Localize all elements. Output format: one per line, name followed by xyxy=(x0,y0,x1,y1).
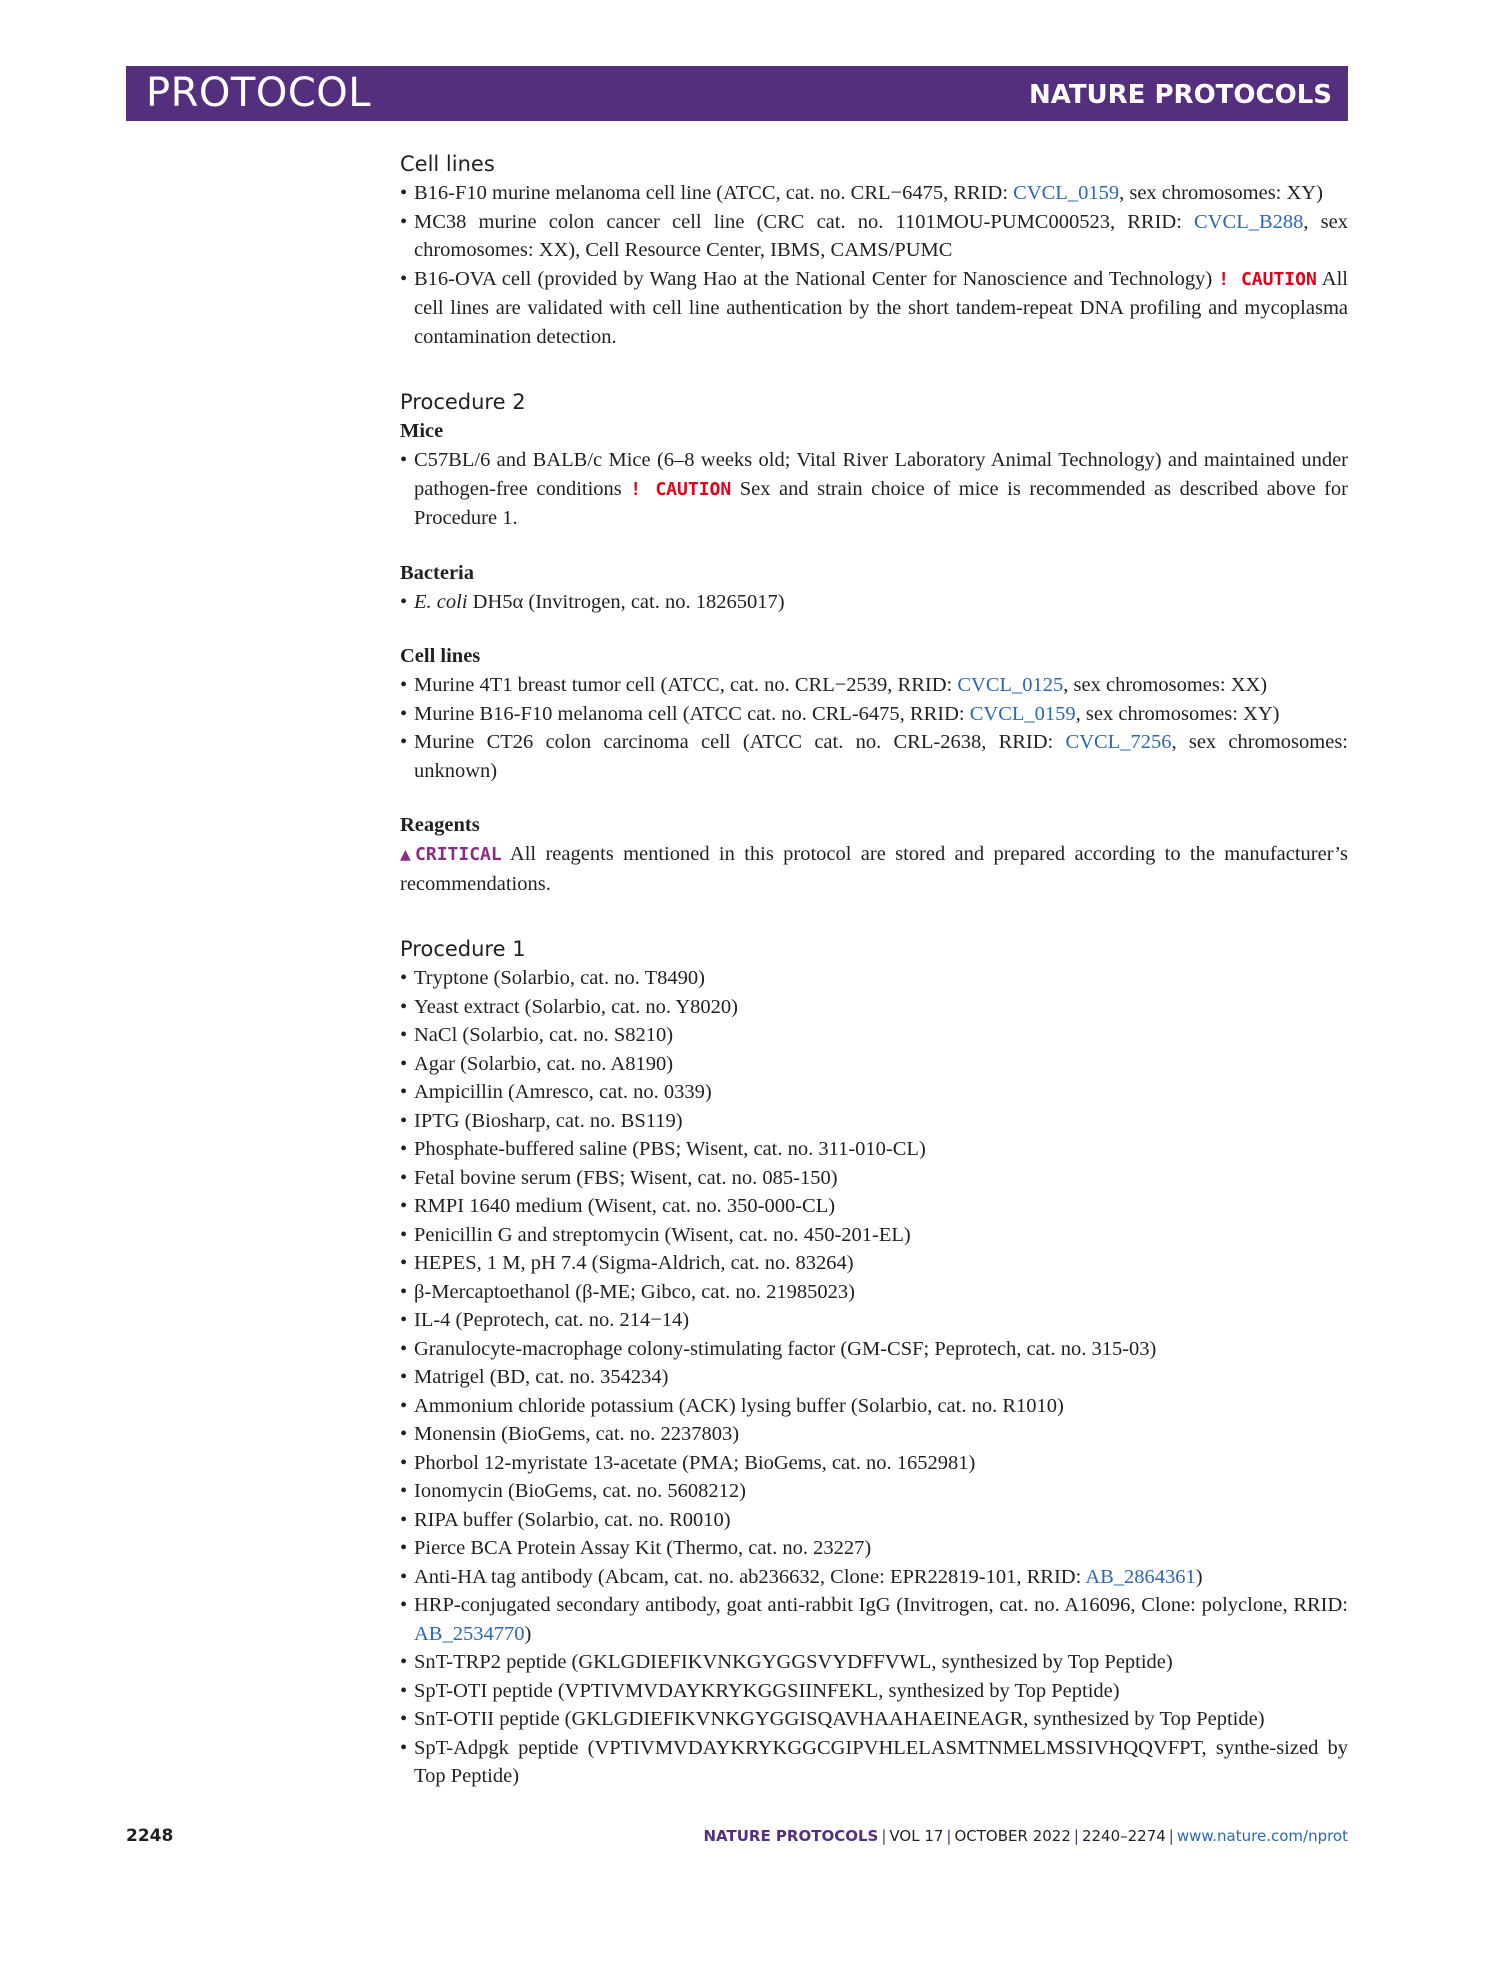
reagent-list xyxy=(400,964,1348,1791)
list-item: • HEPES, 1 M, pH 7.4 (Sigma-Aldrich, cat. no. 83264) xyxy=(400,1249,1348,1278)
list-item: • Monensin (BioGems, cat. no. 2237803) xyxy=(400,1420,1348,1449)
cell-lines-section-2 xyxy=(400,642,1348,785)
list-item: • IPTG (Biosharp, cat. no. BS119) xyxy=(400,1107,1348,1136)
footer-url[interactable]: www.nature.com/nprot xyxy=(1176,1827,1348,1845)
list-item: • IL-4 (Peprotech, cat. no. 214−14) xyxy=(400,1306,1348,1335)
list-item: • NaCl (Solarbio, cat. no. S8210) xyxy=(400,1021,1348,1050)
footer-volume: VOL 17 xyxy=(889,1827,944,1845)
section-heading: Cell lines xyxy=(400,152,495,176)
list-item: • B16-F10 murine melanoma cell line (ATCC, cat. no. CRL−6475, RRID: CVCL_0159, sex chromosomes: XY) xyxy=(400,179,1348,208)
list-item: • Matrigel (BD, cat. no. 354234) xyxy=(400,1363,1348,1392)
list-item: • C57BL/6 and BALB/c Mice (6–8 weeks old; Vital River Laboratory Animal Technology) and maintained under pathogen-free conditions ! CAUTION Sex and strain choice of mice is recommended as described above for Procedure 1. xyxy=(400,446,1348,533)
critical-note: ▲CRITICAL All reagents mentioned in this protocol are stored and prepared according to the manufacturer’s recommendations. xyxy=(400,843,1348,895)
list-item: • SnT-OTII peptide (GKLGDIEFIKVNKGYGGISQAVHAAHAEINEAGR, synthesized by Top Peptide) xyxy=(400,1705,1348,1734)
page-number: 2248 xyxy=(126,1826,174,1846)
rrid-link[interactable]: CVCL_7256 xyxy=(1065,731,1172,753)
list-item: • Ammonium chloride potassium (ACK) lysing buffer (Solarbio, cat. no. R1010) xyxy=(400,1392,1348,1421)
footer-journal: NATURE PROTOCOLS xyxy=(703,1827,879,1845)
section-heading: Procedure 1 xyxy=(400,937,526,961)
subsection-heading: Bacteria xyxy=(400,561,474,584)
mice-list xyxy=(400,446,1348,533)
list-item: • Penicillin G and streptomycin (Wisent, cat. no. 450-201-EL) xyxy=(400,1221,1348,1250)
list-item: • Agar (Solarbio, cat. no. A8190) xyxy=(400,1050,1348,1079)
journal-name: NATURE PROTOCOLS xyxy=(1028,80,1332,110)
subsection-heading: Reagents xyxy=(400,814,480,836)
rrid-link[interactable]: CVCL_0159 xyxy=(1013,182,1120,204)
list-item: • Ampicillin (Amresco, cat. no. 0339) xyxy=(400,1078,1348,1107)
main-content xyxy=(400,150,1348,1791)
list-item: • Ionomycin (BioGems, cat. no. 5608212) xyxy=(400,1477,1348,1506)
section-label: PROTOCOL xyxy=(146,70,372,116)
rrid-link[interactable]: AB_2534770 xyxy=(414,1622,525,1645)
cell-lines-list xyxy=(400,179,1348,351)
list-item: • Murine CT26 colon carcinoma cell (ATCC cat. no. CRL-2638, RRID: CVCL_7256, sex chromosomes: unknown) xyxy=(400,728,1348,785)
list-item: • Yeast extract (Solarbio, cat. no. Y8020) xyxy=(400,993,1348,1022)
reagents-section xyxy=(400,811,1348,898)
cell-lines-section-1 xyxy=(400,150,1348,351)
caution-label: ! CAUTION xyxy=(1218,268,1317,290)
list-item: • HRP-conjugated secondary antibody, goat anti-rabbit IgG (Invitrogen, cat. no. A16096, Clone: polyclone, RRID: AB_2534770) xyxy=(400,1591,1348,1648)
list-item: • Phorbol 12-myristate 13-acetate (PMA; BioGems, cat. no. 1652981) xyxy=(400,1449,1348,1478)
rrid-link[interactable]: CVCL_0125 xyxy=(957,674,1064,696)
rrid-link[interactable]: CVCL_0159 xyxy=(969,702,1076,725)
list-item: • β-Mercaptoethanol (β-ME; Gibco, cat. no. 21985023) xyxy=(400,1278,1348,1307)
list-item: • RIPA buffer (Solarbio, cat. no. R0010) xyxy=(400,1506,1348,1535)
list-item: • RMPI 1640 medium (Wisent, cat. no. 350-000-CL) xyxy=(400,1192,1348,1221)
caution-label: ! CAUTION xyxy=(630,478,732,500)
list-item: • B16-OVA cell (provided by Wang Hao at the National Center for Nanoscience and Technology) ! CAUTION All cell lines are validated with cell line authentication by the short tandem-repeat DNA profiling and mycoplasma contamination detection. xyxy=(400,265,1348,352)
bacteria-list xyxy=(400,588,1348,617)
procedure-2-section xyxy=(400,388,1348,533)
list-item: • Tryptone (Solarbio, cat. no. T8490) xyxy=(400,964,1348,993)
list-item: • Fetal bovine serum (FBS; Wisent, cat. no. 085-150) xyxy=(400,1164,1348,1193)
list-item: • MC38 murine colon cancer cell line (CRC cat. no. 1101MOU-PUMC000523, RRID: CVCL_B288, sex chromosomes: XX), Cell Resource Center, IBMS, CAMS/PUMC xyxy=(400,208,1348,265)
procedure-1-section xyxy=(400,935,1348,1791)
subsection-heading: Mice xyxy=(400,420,444,442)
list-item: • Granulocyte-macrophage colony-stimulating factor (GM-CSF; Peprotech, cat. no. 315-03) xyxy=(400,1335,1348,1364)
subsection-heading: Cell lines xyxy=(400,645,481,667)
list-item: • E. coli DH5α (Invitrogen, cat. no. 18265017) xyxy=(400,588,1348,617)
cell-lines-list xyxy=(400,671,1348,785)
header-banner xyxy=(126,66,1348,121)
rrid-link[interactable]: AB_2864361 xyxy=(1085,1565,1196,1588)
list-item: • SnT-TRP2 peptide (GKLGDIEFIKVNKGYGGSVYDFFVWL, synthesized by Top Peptide) xyxy=(400,1648,1348,1677)
list-item: • Murine B16-F10 melanoma cell (ATCC cat. no. CRL-6475, RRID: CVCL_0159, sex chromosomes: XY) xyxy=(400,700,1348,729)
footer-pages: 2240–2274 xyxy=(1081,1827,1166,1845)
footer-date: OCTOBER 2022 xyxy=(954,1827,1071,1845)
footer-citation: NATURE PROTOCOLS | VOL 17 | OCTOBER 2022 | 2240–2274 | www.nature.com/nprot xyxy=(703,1827,1348,1845)
list-item: • Murine 4T1 breast tumor cell (ATCC, cat. no. CRL−2539, RRID: CVCL_0125, sex chromosomes: XX) xyxy=(400,671,1348,700)
rrid-link[interactable]: CVCL_B288 xyxy=(1194,210,1304,233)
list-item: • SpT-OTI peptide (VPTIVMVDAYKRYKGGSIINFEKL, synthesized by Top Peptide) xyxy=(400,1677,1348,1706)
list-item: • Phosphate-buffered saline (PBS; Wisent, cat. no. 311-010-CL) xyxy=(400,1135,1348,1164)
list-item: • SpT-Adpgk peptide (VPTIVMVDAYKRYKGGCGIPVHLELASMTNMELMSSIVHQQVFPT, synthe-sized by Top Peptide) xyxy=(400,1734,1348,1791)
list-item: • Anti-HA tag antibody (Abcam, cat. no. ab236632, Clone: EPR22819-101, RRID: AB_2864361) xyxy=(400,1563,1348,1592)
section-heading: Procedure 2 xyxy=(400,390,526,414)
list-item: • Pierce BCA Protein Assay Kit (Thermo, cat. no. 23227) xyxy=(400,1534,1348,1563)
bacteria-section xyxy=(400,559,1348,617)
critical-label: ▲CRITICAL xyxy=(400,844,502,865)
